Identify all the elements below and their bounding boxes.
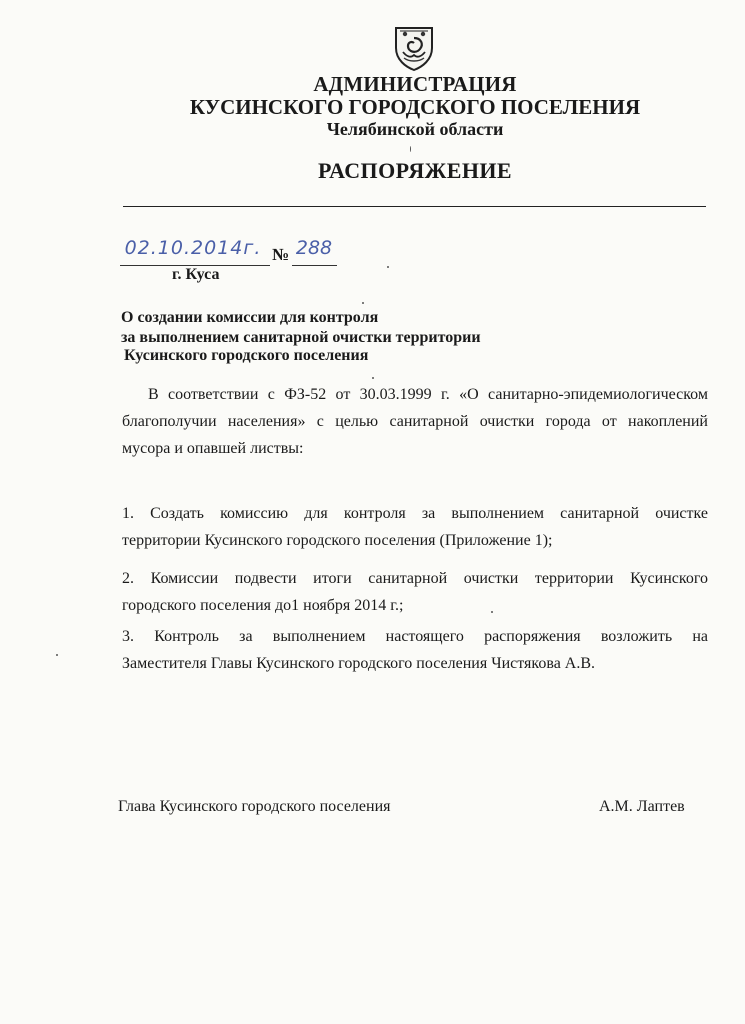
subject-line-3: Кусинского городского поселения (124, 347, 369, 364)
preamble-line: благополучии населения» с целью санитарной очистки города от накоплений (122, 413, 708, 430)
scan-speck (387, 266, 389, 268)
order-item-line: 1. Создать комиссию для контроля за выполнением санитарной очистке (122, 505, 708, 522)
region-name: Челябинской области (326, 119, 504, 139)
order-item-line: Заместителя Главы Кусинского городского поселения Чистякова А.В. (122, 655, 596, 672)
number-underline (292, 265, 337, 266)
org-name-line1: АДМИНИСТРАЦИЯ (313, 72, 517, 96)
preamble-line: мусора и опавшей листвы: (122, 440, 304, 457)
order-item-3 (122, 623, 708, 677)
place-of-issue: г. Куса (172, 266, 220, 283)
scan-speck (362, 302, 364, 304)
scan-speck (410, 146, 411, 152)
number-sign: № (272, 245, 290, 264)
scan-speck (56, 654, 58, 656)
subject-line-1: О создании комиссии для контроля (121, 309, 379, 326)
scan-speck (491, 611, 493, 613)
order-item-line: 2. Комиссии подвести итоги санитарной очистки территории Кусинского (122, 570, 708, 587)
order-item-line: 3. Контроль за выполнением настоящего распоряжения возложить на (122, 628, 708, 645)
preamble-line: В соответствии с ФЗ-52 от 30.03.1999 г. «О санитарно-эпидемиологическом (148, 386, 708, 403)
document-type: РАСПОРЯЖЕНИЕ (318, 158, 512, 183)
preamble-paragraph (122, 381, 708, 462)
document-date: 02.10.2014г. (124, 237, 262, 259)
subject-line-2: за выполнением санитарной очистки территории (121, 329, 481, 346)
order-item-line: городского поселения до1 ноября 2014 г.; (122, 597, 404, 614)
order-item-2 (122, 565, 708, 619)
order-item-line: территории Кусинского городского поселения (Приложение 1); (122, 532, 553, 549)
signatory-title: Глава Кусинского городского поселения (118, 798, 391, 815)
signatory-name: А.М. Лаптев (599, 798, 685, 815)
header-divider (123, 206, 706, 207)
org-name-line2: КУСИНСКОГО ГОРОДСКОГО ПОСЕЛЕНИЯ (189, 95, 641, 119)
document-number: 288 (295, 237, 333, 259)
coat-of-arms-icon (390, 24, 438, 72)
scan-speck (372, 377, 374, 379)
order-item-1 (122, 500, 708, 554)
